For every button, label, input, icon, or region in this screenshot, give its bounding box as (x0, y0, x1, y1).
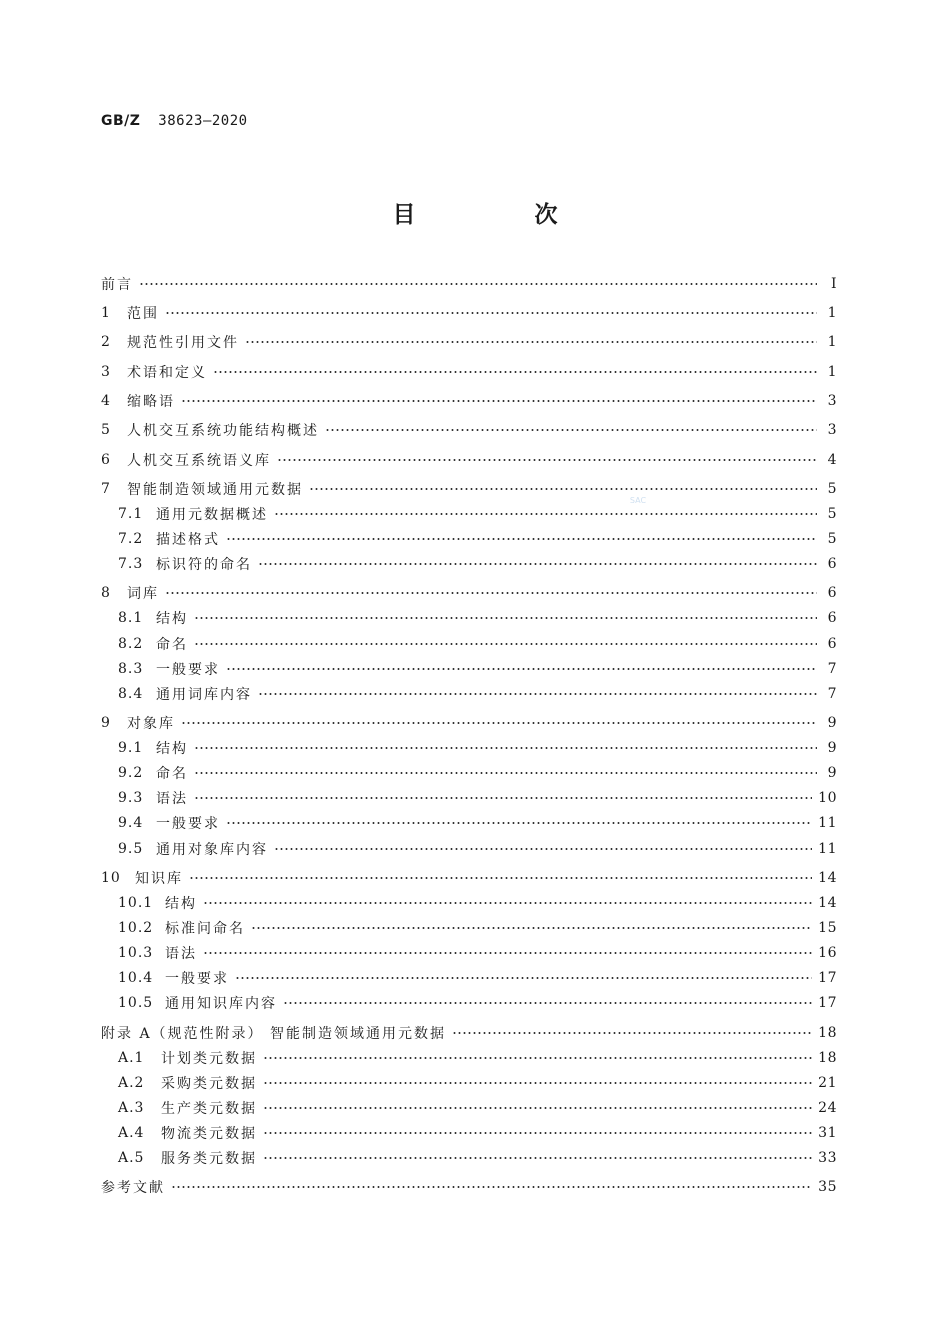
toc-entry-page: 3 (827, 422, 837, 438)
toc-entry-label: 前言 (101, 277, 133, 293)
dot-leader (277, 459, 817, 461)
toc-entry[interactable] (101, 1071, 837, 1095)
toc-entry-label: 知识库 (135, 871, 183, 887)
dot-leader (274, 848, 812, 850)
toc-entry[interactable] (101, 761, 837, 785)
dot-leader (226, 538, 817, 540)
dot-leader (263, 1132, 812, 1134)
toc-entry-number: 8 (101, 585, 111, 601)
toc-entry-label: 计划类元数据 (161, 1051, 257, 1067)
toc-entry-number: 3 (101, 364, 111, 380)
toc-entry-label: 通用对象库内容 (156, 842, 268, 858)
toc-entry-page: 17 (818, 970, 837, 986)
dot-leader (165, 592, 817, 594)
toc-entry-number: 10.5 (118, 995, 154, 1011)
standard-code-prefix: GB/Z (101, 113, 141, 129)
toc-entry-label: 采购类元数据 (161, 1076, 257, 1092)
toc-entry-number: 9.1 (118, 740, 144, 756)
toc-entry-page: 1 (827, 364, 837, 380)
toc-entry-label: 标准问命名 (165, 921, 245, 937)
toc-entry-label: 参考文献 (101, 1180, 165, 1196)
page-title: 目 次 (392, 202, 606, 228)
toc-entry[interactable] (101, 632, 837, 656)
dot-leader (263, 1107, 812, 1109)
dot-leader (325, 429, 817, 431)
toc-entry[interactable] (101, 966, 837, 990)
toc-entry-number: 4 (101, 393, 111, 409)
dot-leader (194, 772, 817, 774)
toc-entry-page: 5 (827, 481, 837, 497)
toc-entry-page: 10 (818, 790, 837, 806)
dot-leader (194, 797, 812, 799)
toc-entry-page: 9 (827, 740, 837, 756)
toc-entry[interactable] (101, 941, 837, 965)
toc-entry-number: 6 (101, 452, 111, 468)
toc-entry-number: 10.3 (118, 945, 154, 961)
toc-entry[interactable] (101, 991, 837, 1015)
toc-entry-label: 标识符的命名 (156, 557, 252, 573)
dot-leader (194, 747, 817, 749)
toc-entry-number: 9 (101, 715, 111, 731)
toc-entry-label: 缩略语 (127, 394, 175, 410)
toc-entry-label: 结构 (165, 896, 197, 912)
toc-entry-label: 人机交互系统功能结构概述 (127, 423, 319, 439)
toc-entry-page: 5 (827, 506, 837, 522)
toc-entry-page: 9 (827, 765, 837, 781)
toc-entry-page: 3 (827, 393, 837, 409)
toc-entry-page: 7 (827, 686, 837, 702)
dot-leader (263, 1057, 812, 1059)
toc-entry-number: A.1 (118, 1050, 145, 1066)
toc-entry-label: 命名 (156, 637, 188, 653)
toc-entry-page: 14 (818, 895, 837, 911)
toc-entry-label: 生产类元数据 (161, 1101, 257, 1117)
standard-code (101, 113, 248, 129)
toc-entry-page: 15 (818, 920, 837, 936)
toc-entry-page: 9 (827, 715, 837, 731)
toc-entry-number: 7 (101, 481, 111, 497)
toc-entry[interactable] (101, 272, 837, 296)
toc-entry-label: 命名 (156, 766, 188, 782)
toc-entry-page: 11 (818, 841, 837, 857)
toc-entry-number: 10.1 (118, 895, 154, 911)
toc-entry-number: 9.5 (118, 841, 144, 857)
toc-entry-number: 8.4 (118, 686, 144, 702)
toc-entry[interactable] (101, 552, 837, 576)
toc-entry[interactable] (101, 1046, 837, 1070)
toc-entry[interactable] (101, 360, 837, 384)
toc-entry-label: 通用知识库内容 (165, 996, 277, 1012)
dot-leader (226, 822, 812, 824)
toc-entry-page: Ⅰ (830, 276, 837, 292)
dot-leader (165, 312, 817, 314)
dot-leader (203, 902, 812, 904)
dot-leader (283, 1002, 812, 1004)
toc-entry-number: 1 (101, 305, 111, 321)
toc-entry-label: 一般要求 (156, 816, 220, 832)
toc-entry-page: 7 (827, 661, 837, 677)
toc-entry-number: 9.2 (118, 765, 144, 781)
toc-entry-page: 17 (818, 995, 837, 1011)
toc-entry[interactable] (101, 891, 837, 915)
toc-entry-page: 6 (827, 585, 837, 601)
toc-entry-page: 4 (827, 452, 837, 468)
toc-entry-label: 描述格式 (156, 532, 220, 548)
toc-entry-label: 一般要求 (165, 971, 229, 987)
toc-entry-label: 语法 (156, 791, 188, 807)
dot-leader (452, 1032, 812, 1034)
toc-entry-page: 33 (818, 1150, 837, 1166)
toc-entry-number: 8.1 (118, 610, 144, 626)
toc-entry-page: 18 (818, 1050, 837, 1066)
dot-leader (245, 341, 817, 343)
toc-entry-number: 7.3 (118, 556, 144, 572)
toc-entry-number: A.3 (118, 1100, 145, 1116)
toc-entry[interactable] (101, 1096, 837, 1120)
toc-entry[interactable] (101, 837, 837, 861)
dot-leader (139, 283, 817, 285)
toc-entry[interactable] (101, 606, 837, 630)
toc-entry-label: 服务类元数据 (161, 1151, 257, 1167)
toc-entry[interactable] (101, 682, 837, 706)
sac-watermark: SAC (629, 496, 647, 505)
toc-entry-number: 5 (101, 422, 111, 438)
toc-entry-page: 31 (818, 1125, 837, 1141)
toc-entry[interactable] (101, 711, 837, 735)
toc-entry[interactable] (101, 1121, 837, 1145)
toc-entry[interactable] (101, 330, 837, 354)
toc-entry[interactable] (101, 1021, 837, 1045)
toc-entry[interactable] (101, 657, 837, 681)
toc-entry-number: 10 (101, 870, 121, 886)
toc-entry-page: 6 (827, 636, 837, 652)
toc-entry[interactable] (101, 502, 837, 526)
toc-entry[interactable] (101, 916, 837, 940)
toc-entry-label: 对象库 (127, 716, 175, 732)
toc-entry-number: 7.1 (118, 506, 144, 522)
toc-entry-label: 通用词库内容 (156, 687, 252, 703)
toc-entry[interactable] (101, 477, 837, 501)
toc-entry[interactable] (101, 527, 837, 551)
toc-entry-page: 6 (827, 610, 837, 626)
toc-entry-number: 9.3 (118, 790, 144, 806)
toc-entry-page: 6 (827, 556, 837, 572)
dot-leader (263, 1082, 812, 1084)
standard-code-number: 38623—2020 (158, 113, 248, 129)
dot-leader (226, 668, 817, 670)
toc-entry-label: 词库 (127, 586, 159, 602)
toc-entry[interactable] (101, 1175, 837, 1199)
toc-entry-label: 术语和定义 (127, 365, 207, 381)
toc-entry[interactable] (101, 811, 837, 835)
toc-entry[interactable] (101, 866, 837, 890)
toc-entry-page: 5 (827, 531, 837, 547)
dot-leader (181, 400, 817, 402)
dot-leader (309, 488, 817, 490)
toc-entry-page: 35 (818, 1179, 837, 1195)
toc-entry-number: 10.2 (118, 920, 154, 936)
toc-entry-label: 通用元数据概述 (156, 507, 268, 523)
toc-entry-page: 18 (818, 1025, 837, 1041)
toc-entry-label: 附录 A（规范性附录） 智能制造领域通用元数据 (101, 1026, 447, 1042)
toc-entry-number: 7.2 (118, 531, 144, 547)
dot-leader (181, 722, 817, 724)
toc-entry-label: 一般要求 (156, 662, 220, 678)
dot-leader (189, 877, 812, 879)
toc-entry-page: 24 (818, 1100, 837, 1116)
toc-entry-label: 结构 (156, 741, 188, 757)
toc-entry-number: 9.4 (118, 815, 144, 831)
toc-entry-label: 智能制造领域通用元数据 (127, 482, 303, 498)
toc-entry-number: 8.2 (118, 636, 144, 652)
toc-entry-number: 2 (101, 334, 111, 350)
toc-entry-label: 人机交互系统语义库 (127, 453, 271, 469)
dot-leader (274, 513, 817, 515)
toc-entry-label: 结构 (156, 611, 188, 627)
toc-entry-number: 8.3 (118, 661, 144, 677)
toc-entry-page: 14 (818, 870, 837, 886)
toc-entry[interactable] (101, 786, 837, 810)
dot-leader (235, 977, 812, 979)
dot-leader (258, 563, 817, 565)
toc-entry-label: 语法 (165, 946, 197, 962)
dot-leader (263, 1157, 812, 1159)
toc-entry-page: 1 (827, 334, 837, 350)
toc-entry-number: A.4 (118, 1125, 145, 1141)
dot-leader (258, 693, 817, 695)
toc-entry[interactable] (101, 389, 837, 413)
toc-entry-number: A.5 (118, 1150, 145, 1166)
toc-entry-label: 范围 (127, 306, 159, 322)
toc-entry-number: A.2 (118, 1075, 145, 1091)
toc-entry-label: 物流类元数据 (161, 1126, 257, 1142)
toc-entry[interactable] (101, 418, 837, 442)
toc-entry-label: 规范性引用文件 (127, 335, 239, 351)
toc-entry[interactable] (101, 1146, 837, 1170)
dot-leader (203, 952, 812, 954)
dot-leader (171, 1186, 812, 1188)
dot-leader (194, 617, 817, 619)
toc-entry-page: 21 (818, 1075, 837, 1091)
toc-entry-page: 16 (818, 945, 837, 961)
toc-entry[interactable] (101, 448, 837, 472)
toc-entry[interactable] (101, 581, 837, 605)
dot-leader (194, 643, 817, 645)
dot-leader (251, 927, 812, 929)
toc-entry[interactable] (101, 301, 837, 325)
toc-entry[interactable] (101, 736, 837, 760)
dot-leader (213, 371, 817, 373)
toc-entry-number: 10.4 (118, 970, 154, 986)
toc-entry-page: 11 (818, 815, 837, 831)
toc-entry-page: 1 (827, 305, 837, 321)
